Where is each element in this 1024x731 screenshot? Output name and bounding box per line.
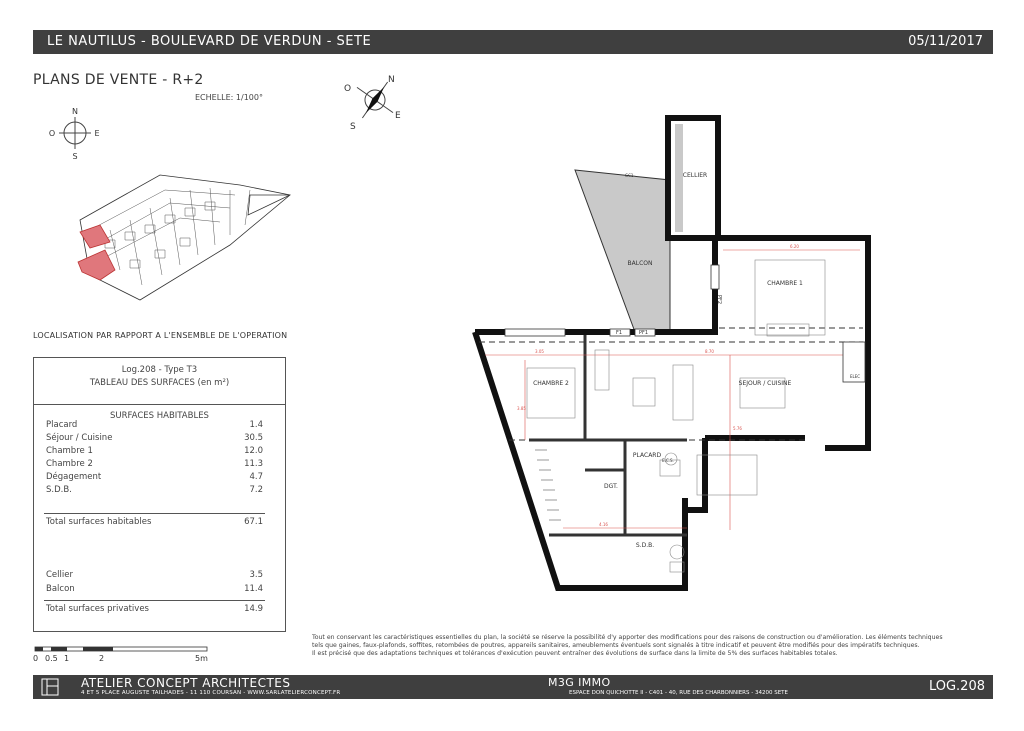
table-header [34,364,285,405]
svg-text:5m: 5m [195,654,208,663]
svg-text:S: S [350,122,356,132]
svg-text:8.70: 8.70 [705,349,714,354]
document-date: 05/11/2017 [908,34,983,49]
room-sejour: SEJOUR / CUISINE [738,380,792,387]
table-row: Dégagement 4.7 [46,472,263,482]
divider [44,600,265,601]
compass-large-icon [335,73,415,133]
graphic-scale-bar [33,643,213,673]
compass-o: O [48,129,56,138]
svg-text:0: 0 [33,654,39,663]
plan-title: PLANS DE VENTE - R+2 [33,72,204,88]
svg-text:O: O [344,84,352,94]
room-dgt: DGT. [604,483,618,490]
compass-e: E [94,129,100,138]
log-type: Log.208 - Type T3 [121,365,198,375]
room-cellier: CELLIER [682,172,708,179]
svg-text:3.85: 3.85 [517,406,526,411]
table-row: Placard 1.4 [46,420,263,430]
room-chambre1: CHAMBRE 1 [767,280,803,287]
svg-text:N: N [388,75,395,85]
table-row: Séjour / Cuisine 30.5 [46,433,263,443]
svg-text:E: E [395,111,401,121]
legal-footnote: Tout en conservant les caractéristiques essentielles du plan, la société se réserve la possibilité d'y apporter des modifications pour des raisons de construction ou d'amélioration. Les éléments techniques tels que gaines, faux-plafonds, soffites, retombées de poutres, appareils sanitaires, ameublements éventuels sont signalés à titre indicatif et peuvent être modifiés pour des impératifs techniques. Il est précisé que des adaptations techniques et tolérances d'exécution peuvent entraîner des évolutions de surface dans la limite de 5% des surfaces habitables totales. [312,634,943,657]
room-balcon: BALCON [627,260,653,267]
total-private-row: Total surfaces privatives 14.9 [46,604,263,614]
table-row: Balcon 11.4 [46,584,263,594]
svg-text:4.16: 4.16 [599,522,608,527]
svg-text:3.05: 3.05 [535,349,544,354]
table-row: Chambre 1 12.0 [46,446,263,456]
table-row: Chambre 2 11.3 [46,459,263,469]
svg-text:6.20: 6.20 [790,244,799,249]
table-row: S.D.B. 7.2 [46,485,263,495]
svg-text:ELEC: ELEC [850,374,861,379]
svg-text:1: 1 [64,654,70,663]
svg-text:0.5: 0.5 [45,654,58,663]
footer-bar [33,675,993,699]
compass-s: S [72,152,78,161]
table-row: Cellier 3.5 [46,570,263,580]
divider [44,513,265,514]
client-name: M3G IMMO [548,676,611,689]
localisation-caption: LOCALISATION PAR RAPPORT A L'ENSEMBLE DE L'OPERATION [33,331,288,340]
room-placard: PLACARD [632,452,662,459]
svg-text:F1: F1 [616,330,623,336]
svg-text:E.C.S.: E.C.S. [662,458,674,463]
room-chambre2: CHAMBRE 2 [533,380,569,387]
firm-address: 4 ET 5 PLACE AUGUSTE TAILHADES - 11 110 COURSAN - WWW.SARLATELIERCONCEPT.FR [81,690,341,696]
key-plan [70,170,300,310]
floor-plan [465,110,885,600]
surfaces-table [33,357,286,632]
room-sdb: S.D.B. [635,542,655,549]
project-title: LE NAUTILUS - BOULEVARD DE VERDUN - SETE [47,34,372,49]
lot-reference: LOG.208 [928,679,985,694]
client-address: ESPACE DON QUICHOTTE II - C401 - 40, RUE DES CHARBONNIERS - 34200 SETE [569,690,789,696]
table-title: TABLEAU DES SURFACES (en m²) [89,378,230,388]
total-habitable-row: Total surfaces habitables 67.1 [46,517,263,527]
svg-text:PF2: PF2 [716,295,722,305]
header-bar [33,30,993,54]
firm-name: ATELIER CONCEPT ARCHITECTES [81,676,291,690]
svg-text:5.76: 5.76 [733,426,742,431]
architect-logo-icon [41,678,59,696]
svg-text:2: 2 [99,654,105,663]
habitable-title: SURFACES HABITABLES [110,411,209,421]
compass-n: N [72,107,78,116]
svg-text:PF1: PF1 [639,330,649,336]
scale-label: ECHELLE: 1/100° [195,93,263,102]
compass-small-icon [45,103,105,163]
svg-text:GC1: GC1 [625,173,634,178]
